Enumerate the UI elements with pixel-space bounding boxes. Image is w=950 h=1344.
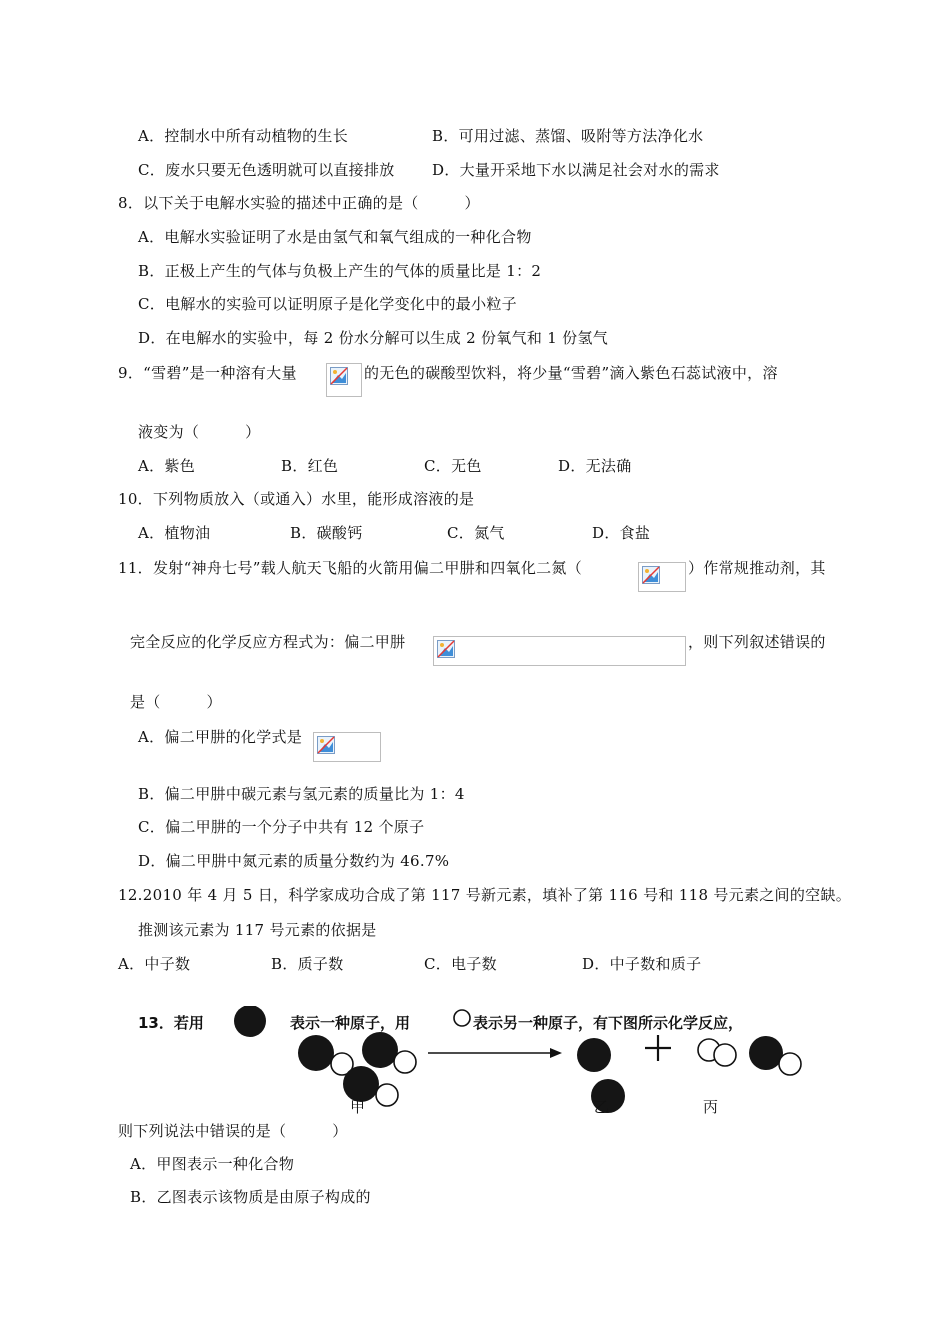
q11-option-b: B．偏二甲肼中碳元素与氢元素的质量比为 1：4	[138, 785, 465, 803]
q8-option-b: B．正极上产生的气体与负极上产生的气体的质量比是 1：2	[138, 262, 542, 280]
q13-fig-text-1: 表示一种原子，用	[290, 1014, 411, 1032]
q11-stem-end: ）作常规推动剂，其	[688, 559, 826, 577]
q7-option-a: A．控制水中所有动植物的生长	[138, 127, 349, 145]
q7-option-d: D．大量开采地下水以满足社会对水的需求	[432, 161, 720, 179]
broken-image-icon	[437, 640, 455, 658]
label-yi: 乙	[594, 1098, 610, 1116]
q10-option-c: C．氮气	[447, 524, 505, 542]
q11-line2-end: ，则下列叙述错误的	[688, 633, 826, 651]
q11-option-a: A．偏二甲肼的化学式是	[138, 728, 303, 746]
q12-option-d: D．中子数和质子	[582, 955, 702, 973]
broken-image-icon	[642, 566, 660, 584]
q11-option-c: C．偏二甲肼的一个分子中共有 12 个原子	[138, 818, 425, 836]
q11-option-d: D．偏二甲肼中氮元素的质量分数约为 46.7%	[138, 852, 450, 870]
white-atom-legend	[454, 1010, 470, 1026]
broken-image-icon	[330, 367, 348, 385]
q9-stem-end: 的无色的碳酸型饮料，将少量“雪碧”滴入紫色石蕊试液中，溶	[364, 364, 778, 382]
black-atom-legend	[234, 1006, 266, 1037]
q9-stem-cont: 液变为（ ）	[138, 423, 261, 441]
reaction-arrow	[428, 1048, 562, 1058]
broken-image-formula-n2o4	[638, 562, 686, 592]
plus-sign	[645, 1035, 671, 1061]
molecule-bing-2	[749, 1036, 801, 1075]
molecule-jia-2	[362, 1032, 416, 1073]
q11-line2-start: 完全反应的化学反应方程式为：偏二甲肼	[130, 633, 406, 651]
q9-option-d: D．无法确	[558, 457, 632, 475]
q8-stem: 8．以下关于电解水实验的描述中正确的是（ ）	[118, 194, 480, 212]
q12-option-b: B．质子数	[271, 955, 344, 973]
q9-option-b: B．红色	[281, 457, 339, 475]
reaction-diagram	[118, 1006, 818, 1118]
q12-option-c: C．电子数	[424, 955, 497, 973]
q13-number: 13．若用	[138, 1014, 204, 1032]
broken-image-equation	[433, 636, 686, 666]
q13-stem: 则下列说法中错误的是（ ）	[118, 1122, 348, 1140]
broken-image-formula-c2h8n2	[313, 732, 381, 762]
q9-option-a: A．紫色	[138, 457, 196, 475]
molecule-bing-1	[698, 1039, 736, 1066]
q12-stem: 12.2010 年 4 月 5 日，科学家成功合成了第 117 号新元素，填补了第 116 号和 118 号元素之间的空缺。	[118, 886, 852, 904]
q11-stem-start: 11．发射“神舟七号”载人航天飞船的火箭用偏二甲肼和四氧化二氮（	[118, 559, 583, 577]
q10-option-b: B．碳酸钙	[290, 524, 363, 542]
broken-image-icon	[317, 736, 335, 754]
q12-stem-cont: 推测该元素为 117 号元素的依据是	[138, 921, 377, 939]
label-jia: 甲	[350, 1098, 366, 1116]
q9-option-c: C．无色	[424, 457, 482, 475]
q7-option-c: C．废水只要无色透明就可以直接排放	[138, 161, 395, 179]
broken-image-formula-co2	[326, 363, 362, 397]
q12-option-a: A．中子数	[118, 955, 191, 973]
q9-stem-start: 9．“雪碧”是一种溶有大量	[118, 364, 297, 382]
q13-fig-text-2: 表示另一种原子，有下图所示化学反应，	[473, 1014, 744, 1032]
q8-option-a: A．电解水实验证明了水是由氢气和氧气组成的一种化合物	[138, 228, 532, 246]
q8-option-d: D．在电解水的实验中，每 2 份水分解可以生成 2 份氧气和 1 份氢气	[138, 329, 609, 347]
atom-yi-1	[577, 1038, 611, 1072]
q7-option-b: B．可用过滤、蒸馏、吸附等方法净化水	[432, 127, 704, 145]
molecule-jia-1	[298, 1035, 353, 1075]
q8-option-c: C．电解水的实验可以证明原子是化学变化中的最小粒子	[138, 295, 517, 313]
q13-option-a: A．甲图表示一种化合物	[130, 1155, 295, 1173]
q10-stem: 10．下列物质放入（或通入）水里，能形成溶液的是	[118, 490, 475, 508]
q10-option-d: D．食盐	[592, 524, 651, 542]
q11-line3: 是（ ）	[130, 693, 222, 711]
q13-option-b: B．乙图表示该物质是由原子构成的	[130, 1188, 371, 1206]
q10-option-a: A．植物油	[138, 524, 211, 542]
label-bing: 丙	[703, 1098, 719, 1116]
